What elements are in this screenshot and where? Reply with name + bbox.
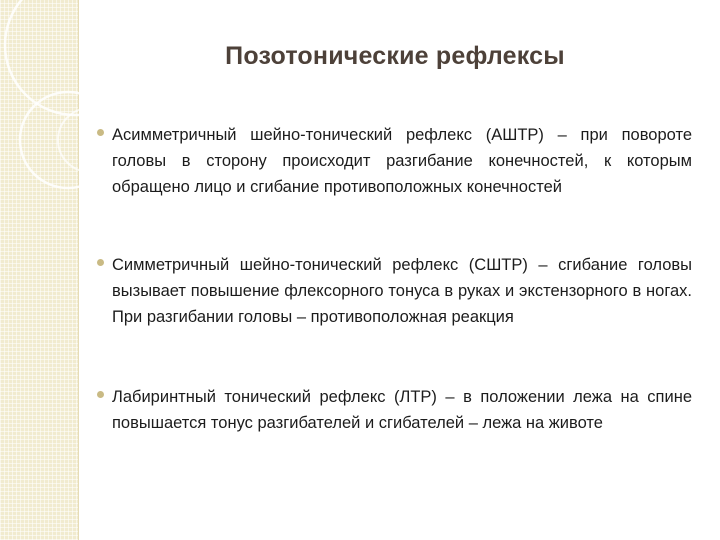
- bullet-dot-icon: [97, 259, 104, 266]
- bullet-item-atnr: [112, 122, 692, 200]
- decorative-circles: [0, 0, 80, 260]
- bullet-item-tlr: [112, 384, 692, 436]
- bullet-item-stnr: [112, 252, 692, 330]
- slide-title: Позотонические рефлексы: [225, 42, 565, 70]
- bullet-dot-icon: [97, 391, 104, 398]
- bullet-dot-icon: [97, 129, 104, 136]
- bullet-text: Симметричный шейно-тонический рефлекс (СШТР) – сгибание головы вызывает повышение флексорного тонуса в руках и экстензорного в ногах. При разгибании головы – противоположная реакция: [112, 256, 692, 326]
- bullet-text: Лабиринтный тонический рефлекс (ЛТР) – в положении лежа на спине повышается тонус разгибателей и сгибателей – лежа на животе: [112, 388, 692, 432]
- bullet-text: Асимметричный шейно-тонический рефлекс (АШТР) – при повороте головы в сторону происходит разгибание конечностей, к которым обращено лицо и сгибание противоположных конечностей: [112, 126, 692, 196]
